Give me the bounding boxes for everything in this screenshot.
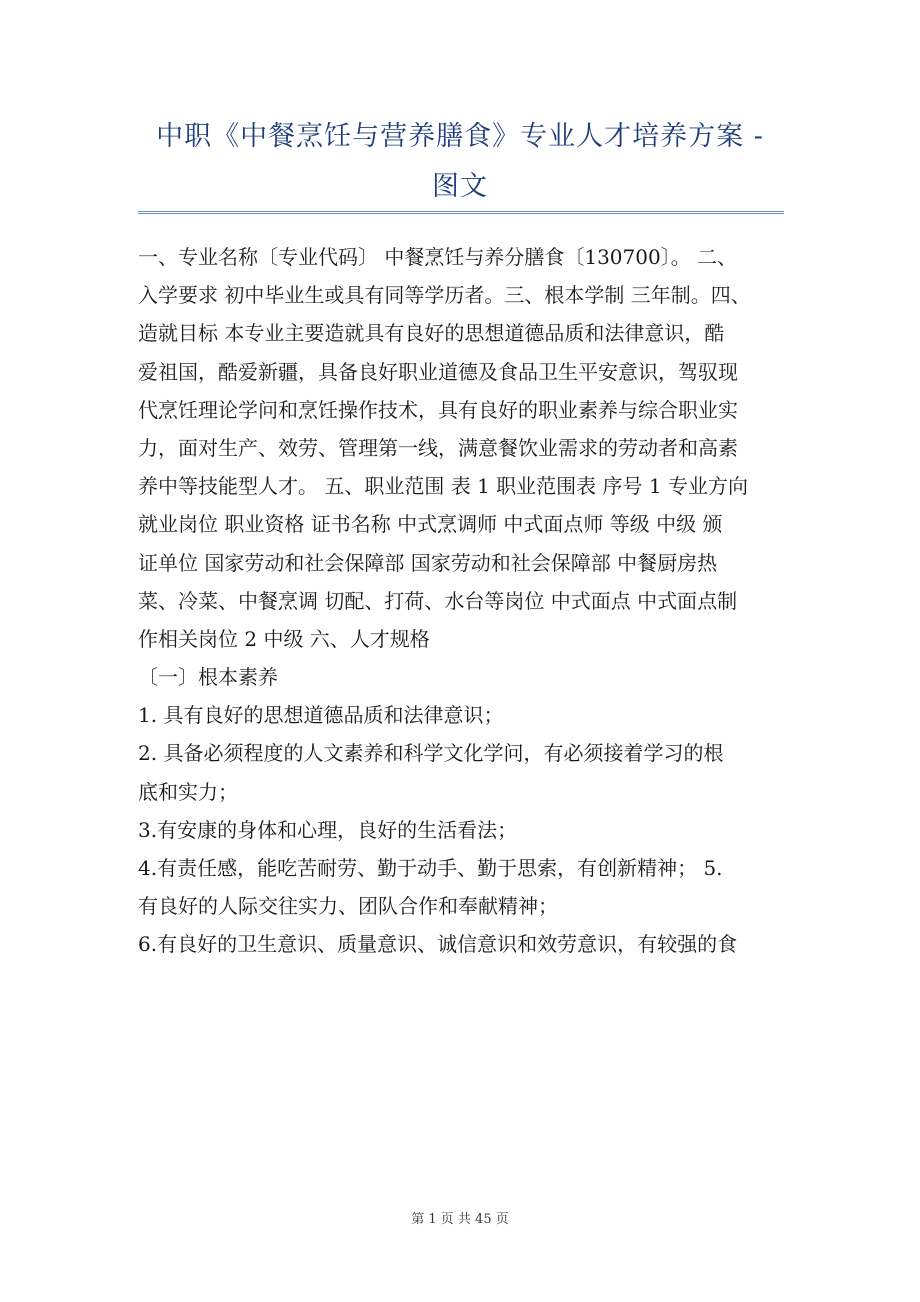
list-item: 2. 具备必须程度的人文素养和科学文化学问，有必须接着学习的根	[138, 741, 724, 766]
body-line: 代烹饪理论学问和烹饪操作技术，具有良好的职业素养与综合职业实	[138, 397, 738, 422]
body-line: 爱祖国，酷爱新疆，具备良好职业道德及食品卫生平安意识，驾驭现	[138, 359, 738, 384]
title-line-2: 图文	[432, 171, 488, 202]
body-line: 菜、冷菜、中餐烹调 切配、打荷、水台等岗位 中式面点 中式面点制	[138, 588, 738, 613]
list-item: 3.有安康的身体和心理，良好的生活看法；	[138, 817, 518, 842]
title-divider	[138, 211, 784, 214]
body-line: 作相关岗位 2 中级 六、人才规格	[138, 626, 430, 651]
document-title	[138, 112, 782, 212]
body-line: 就业岗位 职业资格 证书名称 中式烹调师 中式面点师 等级 中级 颁	[138, 512, 723, 537]
body-line: 一、专业名称〔专业代码〕 中餐烹饪与养分膳食〔130700〕。 二、	[138, 245, 738, 269]
list-item: 1. 具有良好的思想道德品质和法律意识；	[138, 703, 504, 728]
list-item: 6.有良好的卫生意识、质量意识、诚信意识和效劳意识，有较强的食	[138, 932, 738, 957]
page-footer: 第 1 页 共 45 页	[411, 1212, 509, 1227]
section-heading: 〔一〕根本素养	[138, 665, 278, 690]
list-item-continuation: 有良好的人际交往实力、团队合作和奉献精神；	[138, 894, 558, 919]
list-item: 4.有责任感，能吃苦耐劳、勤于动手、勤于思索，有创新精神； 5.	[138, 856, 723, 880]
body-line: 力，面对生产、效劳、管理第一线，满意餐饮业需求的劳动者和高素	[138, 435, 738, 460]
body-line: 养中等技能型人才。 五、职业范围 表 1 职业范围表 序号 1 专业方向	[138, 474, 748, 499]
body-line: 证单位 国家劳动和社会保障部 国家劳动和社会保障部 中餐厨房热	[138, 550, 718, 575]
title-line-1: 中职《中餐烹饪与营养膳食》专业人才培养方案 -	[156, 121, 764, 152]
document-body	[138, 238, 784, 964]
body-line: 入学要求 初中毕业生或具有同等学历者。三、根本学制 三年制。四、	[138, 283, 751, 308]
body-line: 造就目标 本专业主要造就具有良好的思想道德品质和法律意识，酷	[138, 321, 725, 346]
list-item-continuation: 底和实力；	[138, 779, 238, 804]
